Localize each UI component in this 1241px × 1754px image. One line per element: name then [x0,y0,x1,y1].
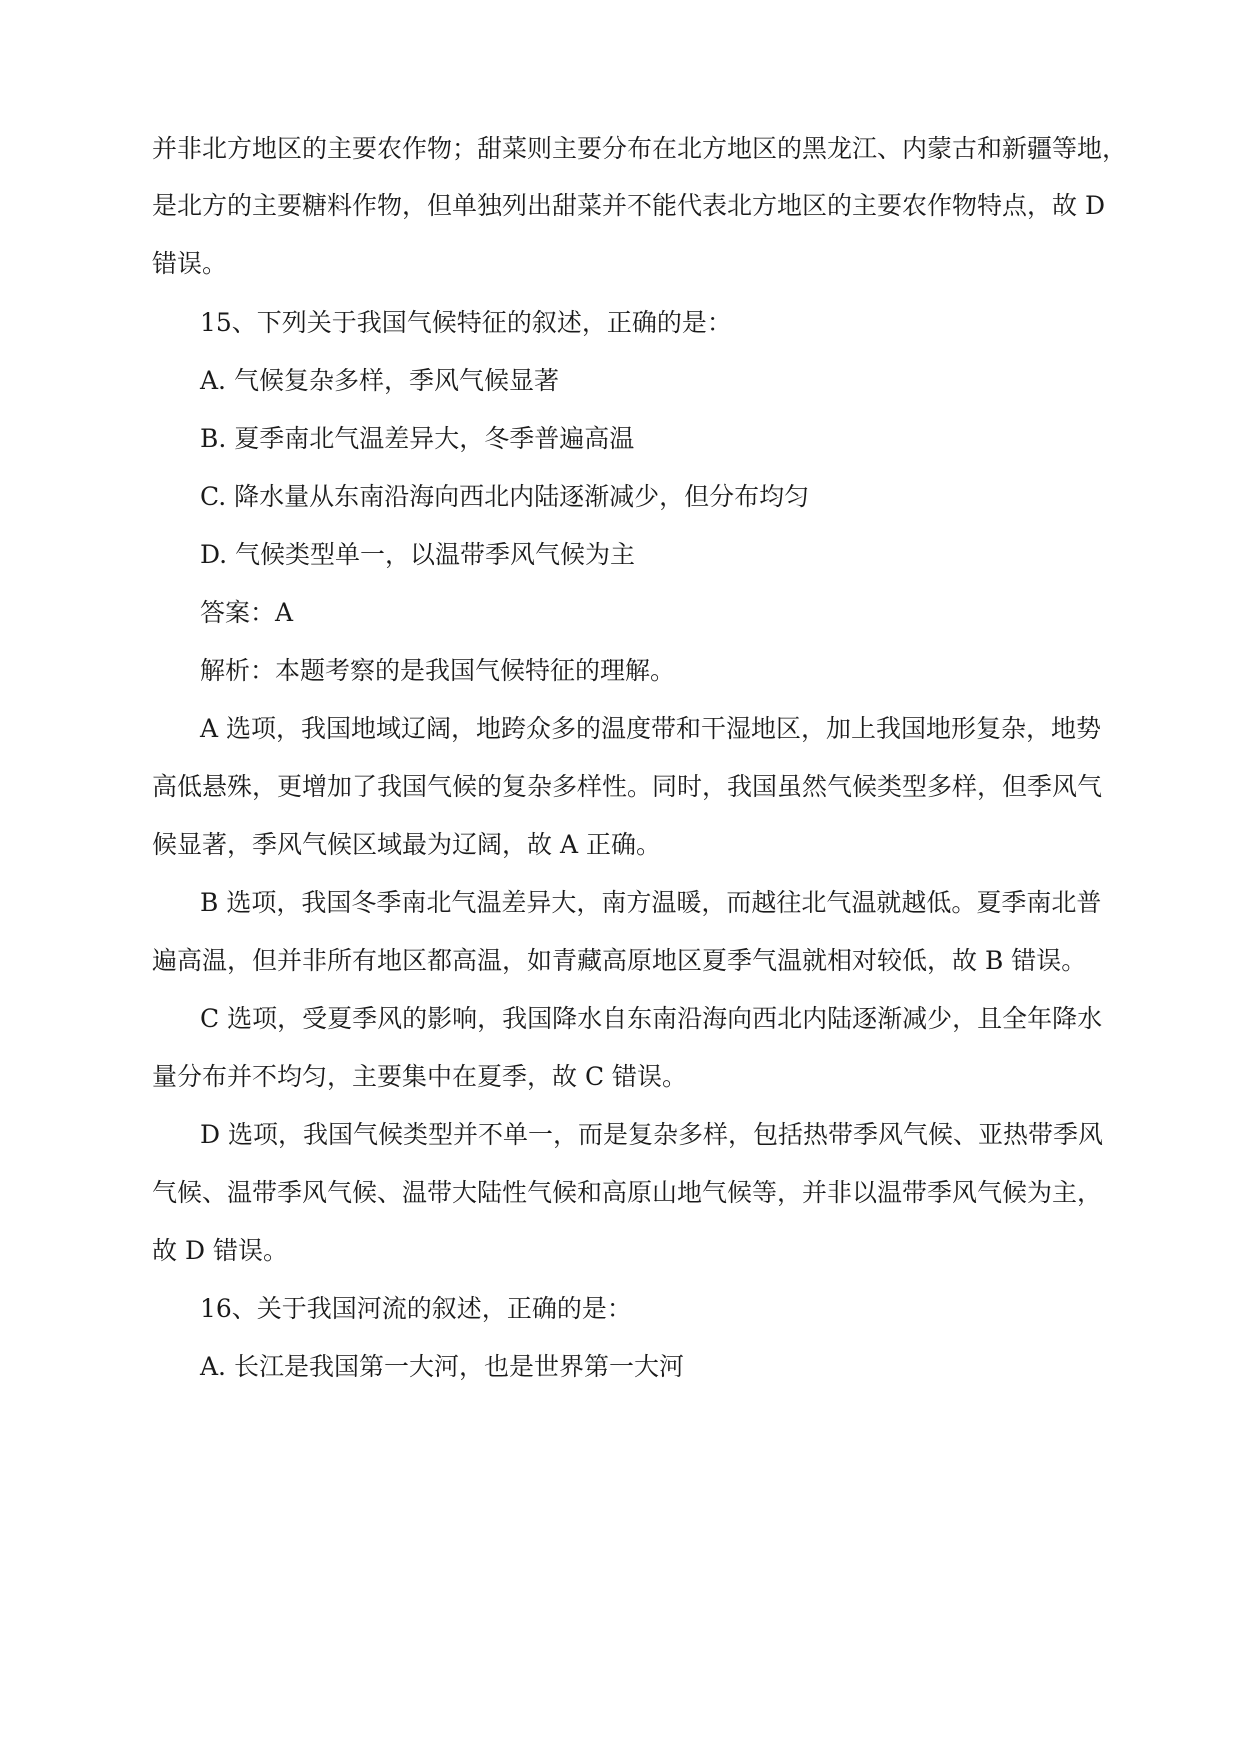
analysis-a-line: A 选项，我国地域辽阔，地跨众多的温度带和干湿地区，加上我国地形复杂，地势 [200,714,1102,743]
analysis-d-line: D 选项，我国气候类型并不单一，而是复杂多样，包括热带季风气候、亚热带季风 [200,1120,1103,1149]
analysis-a-line: 高低悬殊，更增加了我国气候的复杂多样性。同时，我国虽然气候类型多样，但季风气 [152,772,1103,801]
text-line: 是北方的主要糖料作物，但单独列出甜菜并不能代表北方地区的主要农作物特点，故 D [152,191,1105,220]
option-b: B. 夏季南北气温差异大，冬季普遍高温 [200,424,635,453]
question-16: 16、关于我国河流的叙述，正确的是： [200,1294,632,1323]
analysis-b-line: B 选项，我国冬季南北气温差异大，南方温暖，而越往北气温就越低。夏季南北普 [200,888,1102,917]
analysis-intro: 解析：本题考察的是我国气候特征的理解。 [200,656,676,685]
text-line: 并非北方地区的主要农作物；甜菜则主要分布在北方地区的黑龙江、内蒙古和新疆等地， [152,134,1128,163]
option-a: A. 长江是我国第一大河，也是世界第一大河 [200,1352,684,1381]
analysis-d-line: 故 D 错误。 [152,1236,288,1265]
question-15: 15、下列关于我国气候特征的叙述，正确的是： [200,308,732,337]
option-c: C. 降水量从东南沿海向西北内陆逐渐减少，但分布均匀 [200,482,810,511]
text-line: 错误。 [152,249,228,278]
analysis-c-line: C 选项，受夏季风的影响，我国降水自东南沿海向西北内陆逐渐减少，且全年降水 [200,1004,1103,1033]
option-a: A. 气候复杂多样，季风气候显著 [200,366,559,395]
option-d: D. 气候类型单一，以温带季风气候为主 [200,540,636,569]
analysis-d-line: 气候、温带季风气候、温带大陆性气候和高原山地气候等，并非以温带季风气候为主， [152,1178,1103,1207]
analysis-c-line: 量分布并不均匀，主要集中在夏季，故 C 错误。 [152,1062,688,1091]
analysis-a-line: 候显著，季风气候区域最为辽阔，故 A 正确。 [152,830,661,859]
answer: 答案：A [200,598,294,627]
analysis-b-line: 遍高温，但并非所有地区都高温，如青藏高原地区夏季气温就相对较低，故 B 错误。 [152,946,1087,975]
